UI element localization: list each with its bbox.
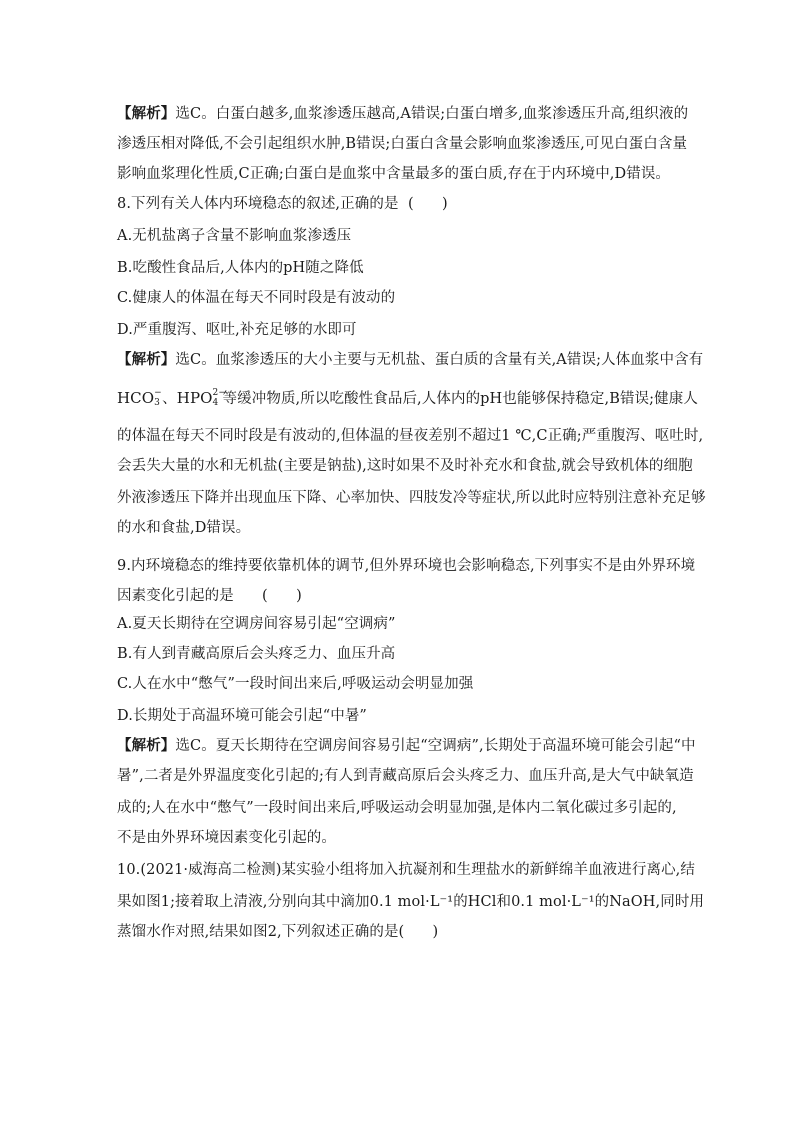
q8-explanation-line-1 [117, 350, 703, 370]
q7-explanation-line-3: 影响血浆理化性质,C正确;白蛋白是血浆中含量最多的蛋白质,存在于内环境中,D错误。 [117, 166, 671, 182]
q7-explanation-line-2: 渗透压相对降低,不会引起组织水肿,B错误;白蛋白含量会影响血浆渗透压,可见白蛋白含量 [117, 136, 688, 152]
q8-explanation-line-6: 的水和食盐,D错误。 [117, 520, 251, 536]
q9-explanation-line-3: 成的;人在水中“憋气”一段时间出来后,呼吸运动会明显加强,是体内二氧化碳过多引起的, [117, 800, 677, 816]
explanation-tag: 【解析】 [117, 737, 176, 754]
q9-option-b: B.有人到青藏高原后会头疼乏力、血压升高 [117, 646, 396, 662]
q10-stem-line-2: 果如图1;接着取上清液,分别向其中滴加0.1 mol·L⁻¹的HCl和0.1 mol·L⁻¹的NaOH,同时用 [117, 894, 705, 910]
q9-explanation-line-4: 不是由外界环境因素变化引起的。 [117, 830, 336, 846]
q8-option-b: B.吃酸性食品后,人体内的pH随之降低 [117, 260, 364, 276]
q10-stem-line-3: 蒸馏水作对照,结果如图2,下列叙述正确的是( ) [117, 924, 439, 940]
q9-explanation-line-2: 暑”,二者是外界温度变化引起的;有人到青藏高原后会头疼乏力、血压升高,是大气中缺氧造 [117, 768, 694, 784]
q8-explanation-text-1: 选C。血浆渗透压的大小主要与无机盐、蛋白质的含量有关,A错误;人体血浆中含有 [175, 352, 704, 368]
explanation-tag: 【解析】 [117, 105, 176, 122]
q9-explanation-text-1: 选C。夏天长期待在空调房间容易引起“空调病”,长期处于高温环境可能会引起“中 [175, 738, 696, 754]
q8-explanation-line-4: 会丢失大量的水和无机盐(主要是钠盐),这时如果不及时补充水和食盐,就会导致机体的细胞 [117, 458, 693, 474]
q8-explanation-line-5: 外液渗透压下降并出现血压下降、心率加快、四肢发冷等症状,所以此时应特别注意补充足够 [117, 490, 706, 506]
q9-option-a: A.夏天长期待在空调房间容易引起“空调病” [117, 616, 396, 632]
q7-explanation-line-1 [117, 104, 688, 124]
q8-explanation-line-3: 的体温在每天不同时段是有波动的,但体温的昼夜差别不超过1 ℃,C正确;严重腹泻、呕吐时, [117, 428, 704, 444]
q9-stem-line-1: 9.内环境稳态的维持要依靠机体的调节,但外界环境也会影响稳态,下列事实不是由外界环境 [117, 558, 696, 574]
q9-option-c: C.人在水中“憋气”一段时间出来后,呼吸运动会明显加强 [117, 676, 474, 692]
q9-explanation-line-1 [117, 736, 696, 756]
q8-stem: 8.下列有关人体内环境稳态的叙述,正确的是 ( ) [117, 196, 448, 212]
hydrogen-phosphate-formula: HPO 2− 4 [176, 388, 227, 408]
explanation-tag: 【解析】 [117, 351, 176, 368]
bicarbonate-formula: HCO − 3 [117, 388, 162, 408]
formula-separator: 、 [162, 391, 177, 407]
q8-explanation-line-2 [117, 388, 698, 409]
q9-option-d: D.长期处于高温环境可能会引起“中暑” [117, 708, 367, 724]
q8-explanation-text-2: 等缓冲物质,所以吃酸性食品后,人体内的pH也能够保持稳定,B错误;健康人 [222, 391, 698, 407]
q8-option-c: C.健康人的体温在每天不同时段是有波动的 [117, 290, 396, 306]
q9-stem-line-2: 因素变化引起的是 ( ) [117, 588, 302, 604]
q8-option-a: A.无机盐离子含量不影响血浆渗透压 [117, 228, 352, 244]
q8-option-d: D.严重腹泻、呕吐,补充足够的水即可 [117, 322, 357, 338]
q10-stem-line-1: 10.(2021·威海高二检测)某实验小组将加入抗凝剂和生理盐水的新鲜绵羊血液进行离心,结 [117, 862, 695, 878]
q7-explanation-text-1: 选C。白蛋白越多,血浆渗透压越高,A错误;白蛋白增多,血浆渗透压升高,组织液的 [175, 106, 689, 122]
